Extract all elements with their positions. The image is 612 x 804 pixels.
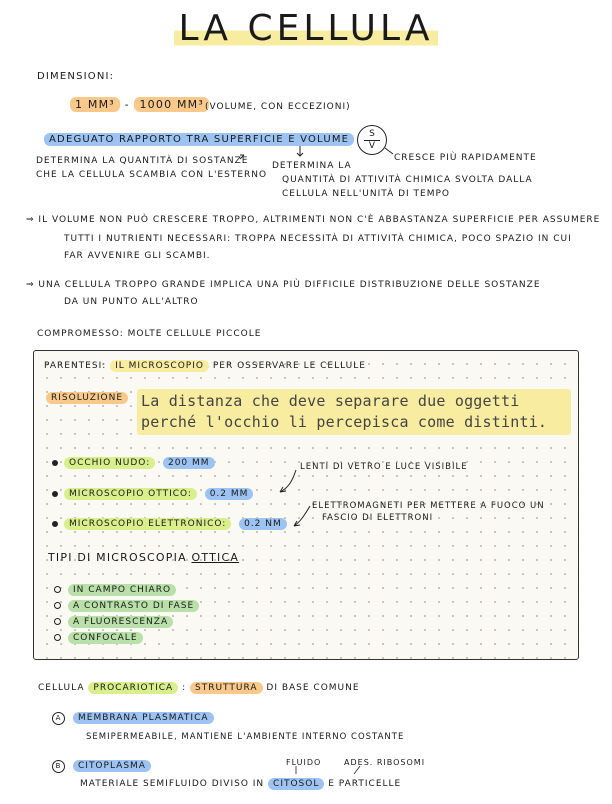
circle-bullet-icon	[54, 634, 61, 641]
parentesi-heading: PARENTESI: IL MICROSCOPIO PER OSSERVARE LE CELLULE	[44, 361, 366, 371]
range-to: 1000 ΜM³	[134, 97, 208, 112]
procariotica-heading: CELLULA PROCARIOTICA : STRUTTURA DI BASE COMUNE	[38, 683, 360, 693]
rapporto-right-line1: DETERMINA LA	[272, 161, 352, 171]
rapporto-heading: ADEGUATO RAPPORTO TRA SUPERFICIE E VOLUME	[44, 134, 354, 146]
rapporto-left-line2: CHE LA CELLULA SCAMBIA CON L'ESTERNO	[36, 170, 268, 180]
rapporto-right-line3: CELLULA NELL'UNITÀ DI TEMPO	[282, 189, 450, 199]
fluido-note: FLUIDO	[286, 758, 322, 767]
paragraph1-line3: FAR AVVENIRE GLI SCAMBI.	[64, 251, 211, 261]
dimensioni-label: DIMENSIONI:	[37, 71, 115, 82]
tipi-heading: TIPI DI MICROSCOPIA OTTICA	[48, 551, 240, 564]
microscopio-highlight: IL MICROSCOPIO	[110, 360, 209, 372]
risoluzione-label: RISOLUZIONE	[46, 392, 128, 404]
circle-bullet-icon	[54, 618, 61, 625]
letter-a-icon: A	[52, 712, 65, 725]
elettro-note-line2: FASCIO DI ELETTRONI	[322, 513, 434, 523]
circle-bullet-icon	[54, 586, 61, 593]
cresce-note: CRESCE PIÙ RAPIDAMENTE	[394, 153, 537, 163]
frac-bottom: V	[368, 141, 376, 151]
paragraph1-line2: TUTTI I NUTRIENTI NECESSARI: TROPPA NECESSITÀ DI ATTIVITÀ CHIMICA, POCO SPAZIO IN CUI	[64, 234, 572, 244]
rapporto-left-line1: DETERMINA LA QUANTITÀ DI SOSTANZE	[36, 156, 249, 166]
citoplasma-item: B CITOPLASMA	[52, 760, 151, 773]
down-arrow	[297, 146, 303, 156]
range-sep: -	[124, 98, 130, 111]
frac-top: S	[369, 129, 375, 139]
paragraph1-line1: ⇒ IL VOLUME NON PUÒ CRESCERE TROPPO, ALTRIMENTI NON C'È ABBASTANZA SUPERFICIE PER ASSUMERE	[26, 215, 601, 225]
lenti-arrow-head	[280, 487, 286, 492]
citoplasma-desc: MATERIALE SEMIFLUIDO DIVISO IN CITOSOL E PARTICELLE	[80, 779, 402, 789]
membrana-desc: SEMIPERMEABILE, MANTIENE L'AMBIENTE INTERNO COSTANTE	[86, 732, 405, 742]
definition-line2: perché l'occhio li percepisca come distinti.	[141, 413, 548, 431]
definition-line1: La distanza che deve separare due oggetti	[141, 392, 520, 410]
tipi-item-1: IN CAMPO CHIARO	[54, 584, 176, 596]
arrow-icon: ⇒	[26, 215, 35, 225]
lenti-note: LENTI DI VETRO E LUCE VISIBILE	[300, 462, 468, 472]
left-arrow	[240, 155, 244, 159]
dimensioni-note: (VOLUME, CON ECCEZIONI)	[205, 102, 351, 112]
tipi-item-3: A FLUORESCENZA	[54, 616, 173, 628]
elettro-note-line1: ELETTROMAGNETI PER METTERE A FUOCO UN	[312, 501, 545, 511]
circle-bullet-icon	[54, 602, 61, 609]
elettro-arrow	[294, 506, 310, 526]
range-from: 1 ΜM³	[70, 97, 120, 112]
compromesso: COMPROMESSO: MOLTE CELLULE PICCOLE	[37, 329, 262, 339]
letter-b-icon: B	[52, 760, 65, 773]
arrow-icon: ⇒	[26, 280, 35, 290]
ades-note: ADES. RIBOSOMI	[344, 758, 426, 767]
item-microscopio-ottico: MICROSCOPIO OTTICO: 0.2 ΜM	[52, 488, 253, 500]
tipi-item-2: A CONTRASTO DI FASE	[54, 600, 199, 612]
item-occhio-nudo: OCCHIO NUDO: 200 ΜM	[52, 457, 215, 469]
paragraph2-line1: ⇒ UNA CELLULA TROPPO GRANDE IMPLICA UNA PIÙ DIFFICILE DISTRIBUZIONE DELLE SOSTANZE	[26, 280, 541, 290]
membrana-item: A MEMBRANA PLASMATICA	[52, 712, 214, 725]
item-microscopio-elettronico: MICROSCOPIO ELETTRONICO: 0.2 NM	[52, 518, 287, 530]
tipi-item-4: CONFOCALE	[54, 632, 143, 644]
page-title: LA CELLULA	[0, 8, 612, 49]
cresce-arrow	[385, 148, 393, 154]
paragraph2-line2: DA UN PUNTO ALL'ALTRO	[64, 297, 199, 307]
rapporto-right-line2: QUANTITÀ DI ATTIVITÀ CHIMICA SVOLTA DALLA	[282, 175, 533, 185]
